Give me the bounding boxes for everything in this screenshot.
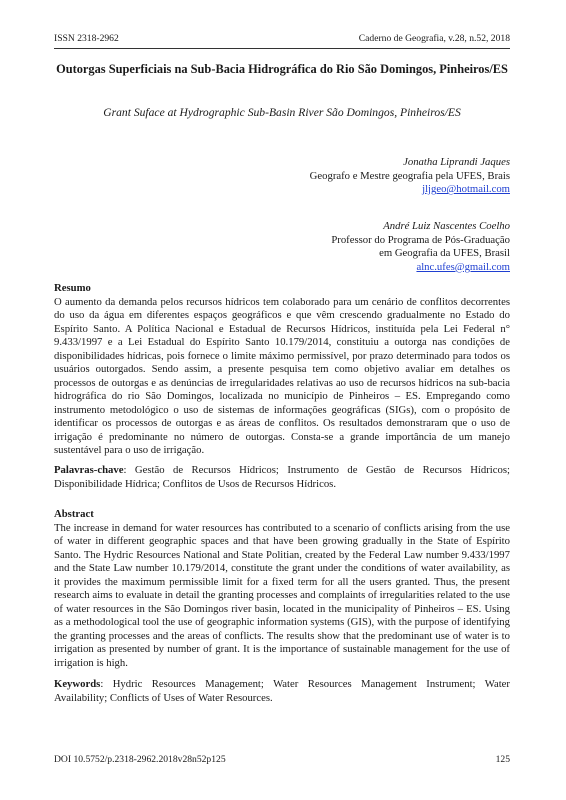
author-email-link[interactable]: jljgeo@hotmail.com xyxy=(422,183,510,196)
author-block-2 xyxy=(331,220,510,274)
paper-subtitle-english: Grant Suface at Hydrographic Sub-Basin River São Domingos, Pinheiros/ES xyxy=(103,106,461,119)
author-name: Jonatha Liprandi Jaques xyxy=(403,156,510,168)
journal-citation: Caderno de Geografia, v.28, n.52, 2018 xyxy=(358,33,510,44)
palavras-chave-text: : Gestão de Recursos Hídricos; Instrumento de Gestão de Recursos Hídricos; Disponibilidade Hídrica; Conflitos de Usos de Recursos Hídricos. xyxy=(54,464,510,490)
resumo-section xyxy=(54,282,510,458)
author-email-link[interactable]: alnc.ufes@gmail.com xyxy=(416,260,510,273)
keywords-label: Keywords xyxy=(54,678,101,690)
palavras-chave-section xyxy=(54,464,510,491)
author-affiliation: Geografo e Mestre geografia pela UFES, Brais xyxy=(309,169,510,182)
running-header xyxy=(54,33,510,49)
author-affiliation-line-2: em Geografia da UFES, Brasil xyxy=(379,247,510,260)
author-block-1 xyxy=(310,156,510,197)
abstract-text: The increase in demand for water resources has contributed to a scenario of conflicts arising from the use of water in different geographic spaces and that have been growing gradually in the State of Espírito Santo. The Hydric Resources National and State Politian, created by the Federal Law number 9.433/1997 and the State Law number 10.179/2014, constitute the grant under the conditions of water availability, as it provides the maximum permissible limit for a fixed term for all the users granted. Thus, the present research aims to evaluate in detail the granting processes and complaints of irregularities related to the use of water resources in the São Domingos river basin, located in the municipality of Pinheiros – ES. Using as a methodological tool the use of geographic information systems (GIS), with the purpose of identifying the granting processes and the areas of conflicts. The results show that the predominant use of water is to irrigation as presented by number of grant. It is the importance of sustainable management for the use of irrigation is high. xyxy=(54,521,510,669)
author-affiliation: Professor do Programa de Pós-Graduação xyxy=(331,233,510,246)
keywords-section xyxy=(54,678,510,705)
keywords-text: : Hydric Resources Management; Water Resources Management Instrument; Water Availability; Conflicts of Uses of Water Resources. xyxy=(54,678,510,704)
resumo-text: O aumento da demanda pelos recursos hídricos tem colaborado para um cenário de conflitos decorrentes do uso da água em diferentes espaços geográficos e que vêm crescendo gradualmente no Estado do Espírito Santo. A Política Nacional e Estadual de Recursos Hídricos, instituída pela Lei Federal n° 9.433/1997 e a Lei Estadual do Espírito Santo 10.179/2014, constituiu a outorga nas condições de disponibilidades hídricas, pois fornece o limite máximo permissível, por prazo determinado para todos os usuários outorgados. Sendo assim, a presente pesquisa tem como objetivo avaliar em detalhes os processos de outorgas e as denúncias de irregularidades relativas ao uso de recursos hídricos na sub-bacia hidrográfica do rio São Domingos, localizada no município de Pinheiros – ES. Empregando como instrumento metodológico o uso de sistemas de informações geográficas (SIGs), com o propósito de identificar os processos de outorgas e as áreas de conflitos. Os resultados demonstraram que o uso de irrigação é predominante no número de outorgas. Consta-se a grande importância de um manejo sustentável para o uso de irrigação. xyxy=(54,295,510,456)
doi: DOI 10.5752/p.2318-2962.2018v28n52p125 xyxy=(54,754,226,765)
resumo-heading: Resumo xyxy=(54,282,91,294)
abstract-section xyxy=(54,508,510,670)
paper-title: Outorgas Superficiais na Sub-Bacia Hidrográfica do Rio São Domingos, Pinheiros/ES xyxy=(56,62,508,76)
issn: ISSN 2318-2962 xyxy=(54,33,119,44)
page-footer xyxy=(54,754,510,765)
palavras-chave-label: Palavras-chave xyxy=(54,464,124,476)
author-name: André Luiz Nascentes Coelho xyxy=(383,220,510,232)
page-number: 125 xyxy=(495,754,510,765)
abstract-heading: Abstract xyxy=(54,508,94,520)
